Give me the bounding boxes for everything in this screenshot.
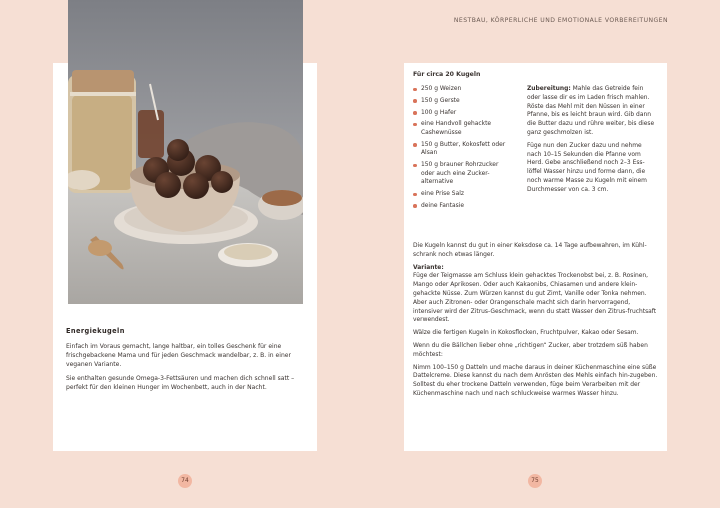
bullet-icon: [413, 143, 417, 147]
notes-section: [413, 242, 659, 403]
recipe-title: Energiekugeln: [66, 327, 125, 335]
list-item: 150 g Gerste: [413, 97, 513, 106]
preparation-label: Zubereitung:: [527, 85, 571, 92]
storage-text: Die Kugeln kannst du gut in einer Keksdose ca. 14 Tage aufbewahren, im Kühl-schrank noch etwas länger.: [413, 242, 647, 258]
list-item: 100 g Hafer: [413, 109, 513, 118]
energy-balls-photo: [68, 0, 303, 304]
bullet-icon: [413, 99, 417, 103]
preparation-text: Mahle das Getreide fein oder lasse dir es im Laden frisch mahlen. Röste das Mehl mit den Nüssen in einer Pfanne, bis es leicht braun wird. Gib dann die Butter dazu und rühre weiter, bis diese ganz geschmolzen ist.: [527, 85, 655, 136]
page-number-right: 75: [528, 474, 542, 488]
sugar-free-text: Wenn du die Bällchen lieber ohne „richtigen“ Zucker, aber trotzdem süß haben möchtest:: [413, 341, 648, 358]
bullet-icon: [413, 123, 417, 127]
list-item: eine Prise Salz: [413, 190, 513, 199]
left-page-text: [66, 327, 306, 414]
list-item: 150 g Butter, Kokosfett oder Alsan: [413, 141, 513, 158]
ingredient-list: [413, 85, 513, 214]
page-number-left: 74: [178, 474, 192, 488]
servings-label: Für circa 20 Kugeln: [413, 71, 481, 78]
list-item: eine Handvoll gehackte Cashewnüsse: [413, 120, 513, 137]
list-item: 150 g brauner Rohrzucker oder auch eine Zucker-alternative: [413, 161, 513, 187]
bullet-icon: [413, 88, 417, 92]
list-item: 250 g Weizen: [413, 85, 513, 94]
preparation-section: [527, 85, 657, 199]
list-item: deine Fantasie: [413, 202, 513, 211]
intro-paragraph: Einfach im Voraus gemacht, lange haltbar, ein tolles Geschenk für eine frischgebackene Mama und für jeden Geschmack wandelbar, z. B. in einer veganen Variante.: [66, 343, 291, 368]
bullet-icon: [413, 111, 417, 115]
intro-paragraph: Sie enthalten gesunde Omega-3-Fettsäuren und machen dich schnell satt – perfekt für den kleinen Hunger im Wochenbett, auch in der Nacht.: [66, 375, 295, 391]
coating-text: Wälze die fertigen Kugeln in Kokosflocken, Fruchtpulver, Kakao oder Sesam.: [413, 329, 639, 337]
preparation-paragraph-2: Füge nun den Zucker dazu und nehme nach 10–15 Sekunden die Pfanne vom Herd. Gebe anschließend noch 2–3 Ess-löffel Wasser hinzu und forme dann, die noch warme Masse zu Kugeln mit einem Durchmesser von ca. 3 cm.: [527, 141, 647, 193]
bullet-icon: [413, 204, 417, 208]
variant-heading: Variante:: [413, 263, 444, 271]
bullet-icon: [413, 193, 417, 197]
dates-text: Nimm 100–150 g Datteln und mache daraus in deiner Küchenmaschine eine süße Dattelcreme. Diese kannst du nach dem Anrösten des Mehls einfach hin-zugeben. Solltest du eher trockene Datteln verwenden, füge beim Verarbeiten mit der Küchenmaschine nach und nach schluckweise warmes Wasser hinzu.: [413, 363, 658, 397]
running-head: NESTBAU, KÖRPERLICHE UND EMOTIONALE VORBEREITUNGEN: [453, 17, 668, 24]
bullet-icon: [413, 164, 417, 168]
intro-text: [66, 342, 306, 414]
preparation-paragraph: [527, 85, 657, 138]
variant-text: Füge der Teigmasse am Schluss klein gehacktes Trockenobst bei, z. B. Rosinen, Mango oder Aprikosen. Oder auch Kakaonibs, Chiasamen und andere klein-gehackte Nüsse. Zum Würzen kannst du gut Zimt, Vanille oder Tonka nehmen. Aber auch Zitronen- oder Orangenschale macht sich darin hervorragend, intensiver wird der Zitrus-Geschmack, wenn du statt Wasser den Zitrus-fruchtsaft verwendest.: [413, 272, 657, 324]
